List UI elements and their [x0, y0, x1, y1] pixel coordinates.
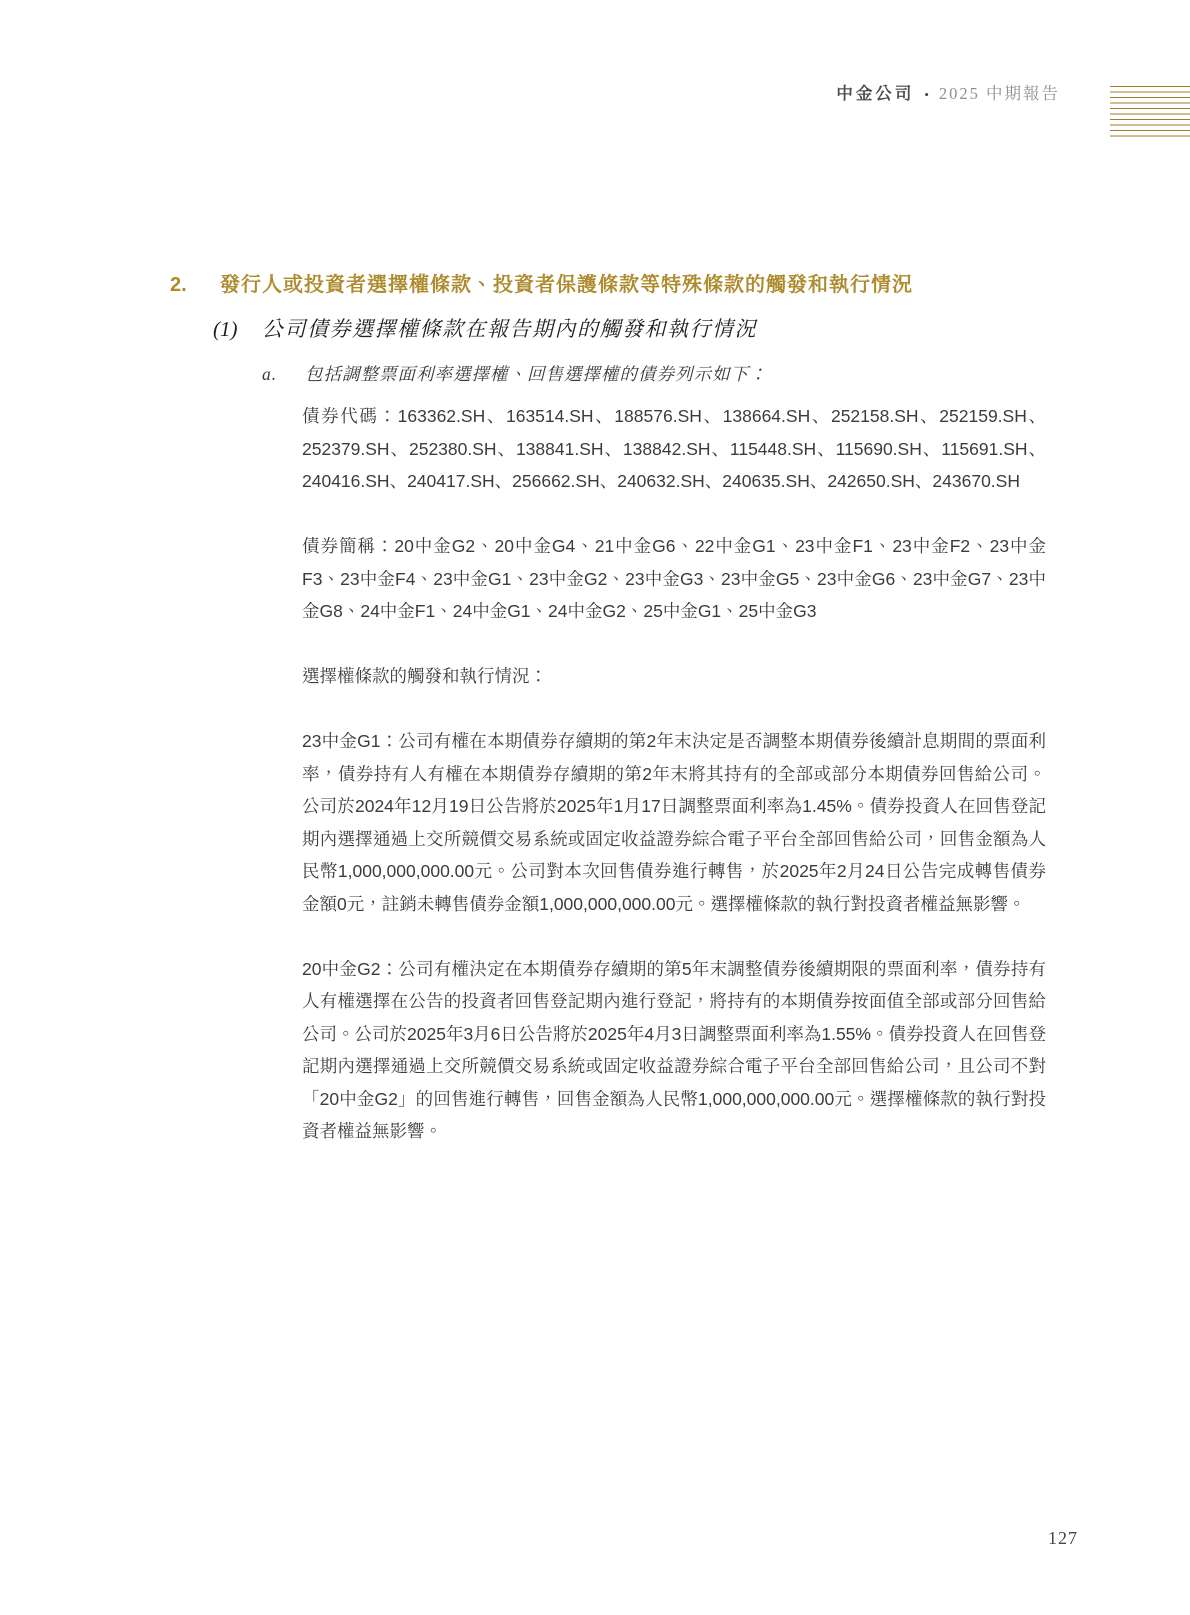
body-text — [302, 400, 1046, 1148]
subsection-heading — [213, 315, 1073, 343]
gold-lines-decoration — [1110, 86, 1190, 137]
report-title: 2025 中期報告 — [938, 84, 1060, 103]
list-item-a — [262, 362, 1062, 386]
subsection-number: (1) — [213, 317, 238, 341]
page-header — [836, 84, 1060, 105]
paragraph-bond-codes: 債券代碼：163362.SH、163514.SH、188576.SH、138664.SH、252158.SH、252159.SH、252379.SH、252380.SH、138841.SH、138842.SH、115448.SH、115690.SH、115691.SH、240416.SH、240417.SH、256662.SH、240632.SH、240635.SH、242650.SH、243670.SH — [302, 406, 1046, 491]
paragraph-bond-20-g2: 20中金G2：公司有權決定在本期債券存續期的第5年末調整債券後續期限的票面利率，債券持有人有權選擇在公告的投資者回售登記期內進行登記，將持有的本期債券按面值全部或部分回售給公司。公司於2025年3月6日公告將於2025年4月3日調整票面利率為1.55%。債券投資人在回售登記期內選擇通過上交所競價交易系統或固定收益證券綜合電子平台全部回售給公司，且公司不對「20中金G2」的回售進行轉售，回售金額為人民幣1,000,000,000.00元。選擇權條款的執行對投資者權益無影響。 — [302, 958, 1046, 1141]
company-name: 中金公司 — [836, 84, 915, 103]
paragraph-bond-23-g1: 23中金G1：公司有權在本期債券存續期的第2年末決定是否調整本期債券後續計息期間的票面利率，債券持有人有權在本期債券存續期的第2年末將其持有的全部或部分本期債券回售給公司。公司於2024年12月19日公告將於2025年1月17日調整票面利率為1.45%。債券投資人在回售登記期內選擇通過上交所競價交易系統或固定收益證券綜合電子平台全部回售給公司，回售金額為人民幣1,000,000,000.00元。公司對本次回售債券進行轉售，於2025年2月24日公告完成轉售債券金額0元，註銷未轉售債券金額1,000,000,000.00元。選擇權條款的執行對投資者權益無影響。 — [302, 731, 1046, 914]
header-bullet-separator: • — [924, 87, 929, 102]
paragraph-options-intro: 選擇權條款的觸發和執行情況： — [302, 666, 547, 686]
item-a-text: 包括調整票面利率選擇權、回售選擇權的債券列示如下： — [305, 364, 768, 384]
section-number: 2. — [170, 274, 187, 296]
paragraph-bond-short-names: 債券簡稱：20中金G2、20中金G4、21中金G6、22中金G1、23中金F1、23中金F2、23中金F3、23中金F4、23中金G1、23中金G2、23中金G3、23中金G5、23中金G6、23中金G7、23中金G8、24中金F1、24中金G1、24中金G2、25中金G1、25中金G3 — [302, 536, 1046, 621]
section-heading — [170, 272, 1070, 298]
item-a-marker: a. — [262, 364, 278, 384]
page-number: 127 — [1048, 1528, 1078, 1548]
subsection-title: 公司債券選擇權條款在報告期內的觸發和執行情況 — [262, 317, 757, 341]
section-title: 發行人或投資者選擇權條款、投資者保護條款等特殊條款的觸發和執行情況 — [220, 274, 913, 296]
